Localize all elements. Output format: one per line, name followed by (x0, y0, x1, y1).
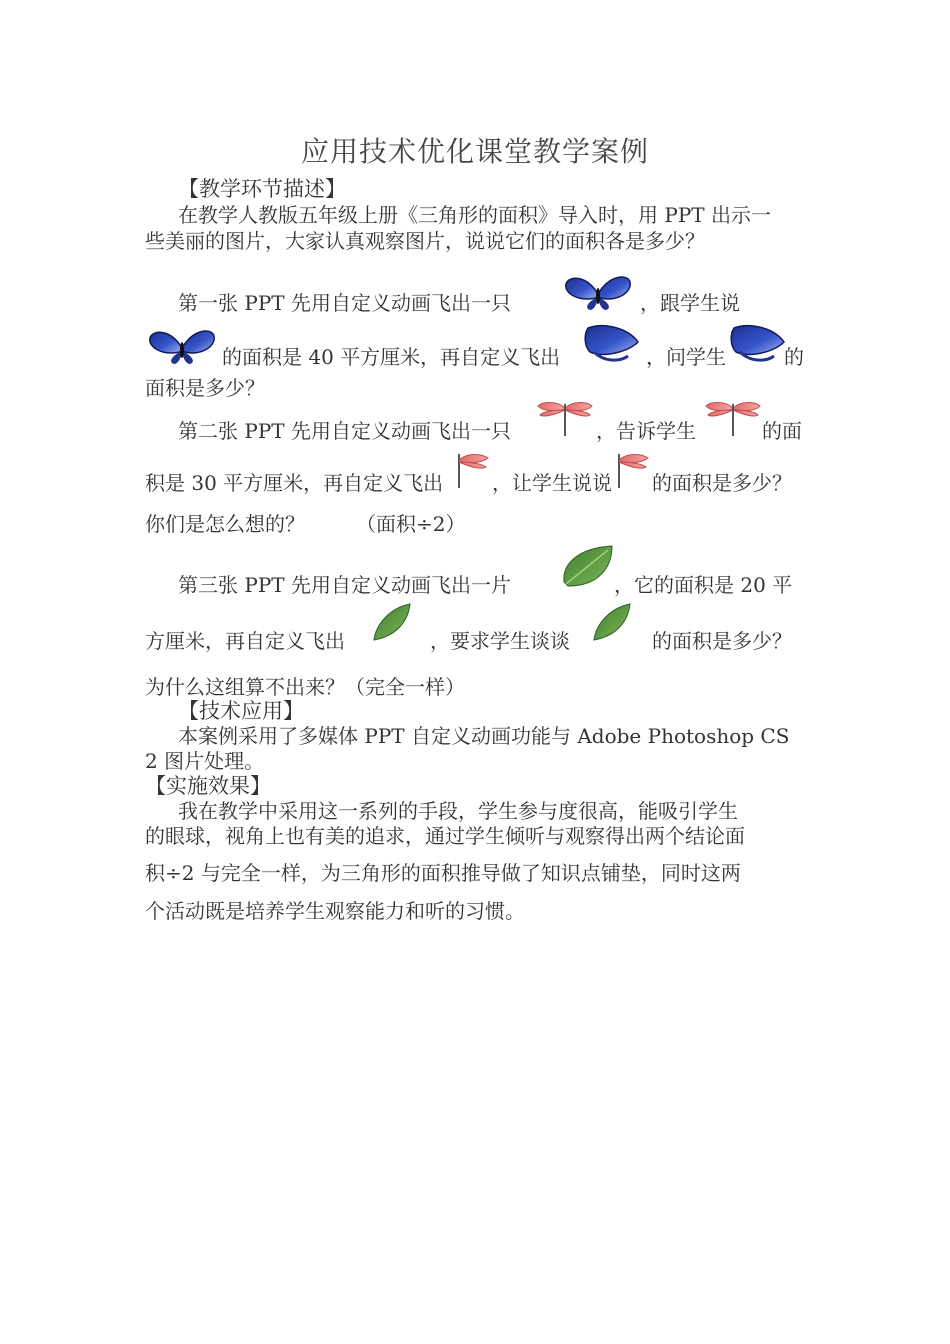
p1-text-e: 的 (784, 345, 804, 369)
half-butterfly-icon (730, 322, 786, 364)
p2-text-e: ，让学生说说 (492, 471, 612, 495)
intro-line-2: 些美丽的图片，大家认真观察图片，说说它们的面积各是多少？ (145, 229, 705, 253)
p3-text-e: 的面积是多少？ (652, 629, 792, 653)
half-leaf-icon (372, 602, 412, 642)
tech-line-1: 本案例采用了多媒体 PPT 自定义动画功能与 Adobe Photoshop CS (178, 724, 790, 748)
p1-text-c: 的面积是 40 平方厘米，再自定义飞出 (222, 345, 561, 369)
p1-text-d: ，问学生 (646, 345, 726, 369)
p2-text-c: 的面 (762, 419, 802, 443)
butterfly-icon (146, 326, 218, 366)
p3-text-c: 方厘米，再自定义飞出 (145, 629, 345, 653)
half-butterfly-icon (584, 322, 640, 364)
section-heading-tech: 【技术应用】 (178, 699, 304, 723)
effect-line-1: 我在教学中采用这一系列的手段，学生参与度很高，能吸引学生 (178, 799, 738, 823)
p2-text-a: 第二张 PPT 先用自定义动画飞出一只 (178, 419, 511, 443)
p2-text-b: ，告诉学生 (596, 419, 696, 443)
p1-text-a: 第一张 PPT 先用自定义动画飞出一只 (178, 291, 511, 315)
effect-line-2: 的眼球，视角上也有美的追求，通过学生倾听与观察得出两个结论面 (145, 824, 745, 848)
p3-text-a: 第三张 PPT 先用自定义动画飞出一片 (178, 573, 511, 597)
p2-text-h: （面积÷2） (356, 512, 466, 536)
intro-line-1: 在教学人教版五年级上册《三角形的面积》导入时，用 PPT 出示一 (178, 203, 771, 227)
half-dragonfly-icon (616, 450, 650, 490)
dragonfly-icon (536, 398, 594, 438)
p1-text-b: ，跟学生说 (640, 291, 740, 315)
effect-line-3: 积÷2 与完全一样，为三角形的面积推导做了知识点铺垫，同时这两 (145, 861, 741, 885)
butterfly-icon (562, 272, 634, 312)
p3-text-f: 为什么这组算不出来？（完全一样） (145, 675, 465, 699)
half-dragonfly-icon (456, 450, 490, 490)
p2-text-g: 你们是怎么想的？ (145, 512, 305, 536)
page-title: 应用技术优化课堂教学案例 (300, 135, 649, 168)
p1-text-f: 面积是多少？ (145, 376, 265, 400)
section-heading-effect: 【实施效果】 (145, 774, 271, 798)
section-heading-description: 【教学环节描述】 (178, 177, 346, 201)
p2-text-f: 的面积是多少？ (652, 471, 792, 495)
p2-text-d: 积是 30 平方厘米，再自定义飞出 (145, 471, 444, 495)
half-leaf-icon (592, 602, 632, 642)
p3-text-d: ，要求学生谈谈 (430, 629, 570, 653)
tech-line-2: 2 图片处理。 (145, 749, 265, 773)
p3-text-b: ，它的面积是 20 平 (614, 573, 793, 597)
dragonfly-icon (704, 398, 762, 438)
effect-line-4: 个活动既是培养学生观察能力和听的习惯。 (145, 899, 525, 923)
leaf-icon (560, 544, 616, 590)
